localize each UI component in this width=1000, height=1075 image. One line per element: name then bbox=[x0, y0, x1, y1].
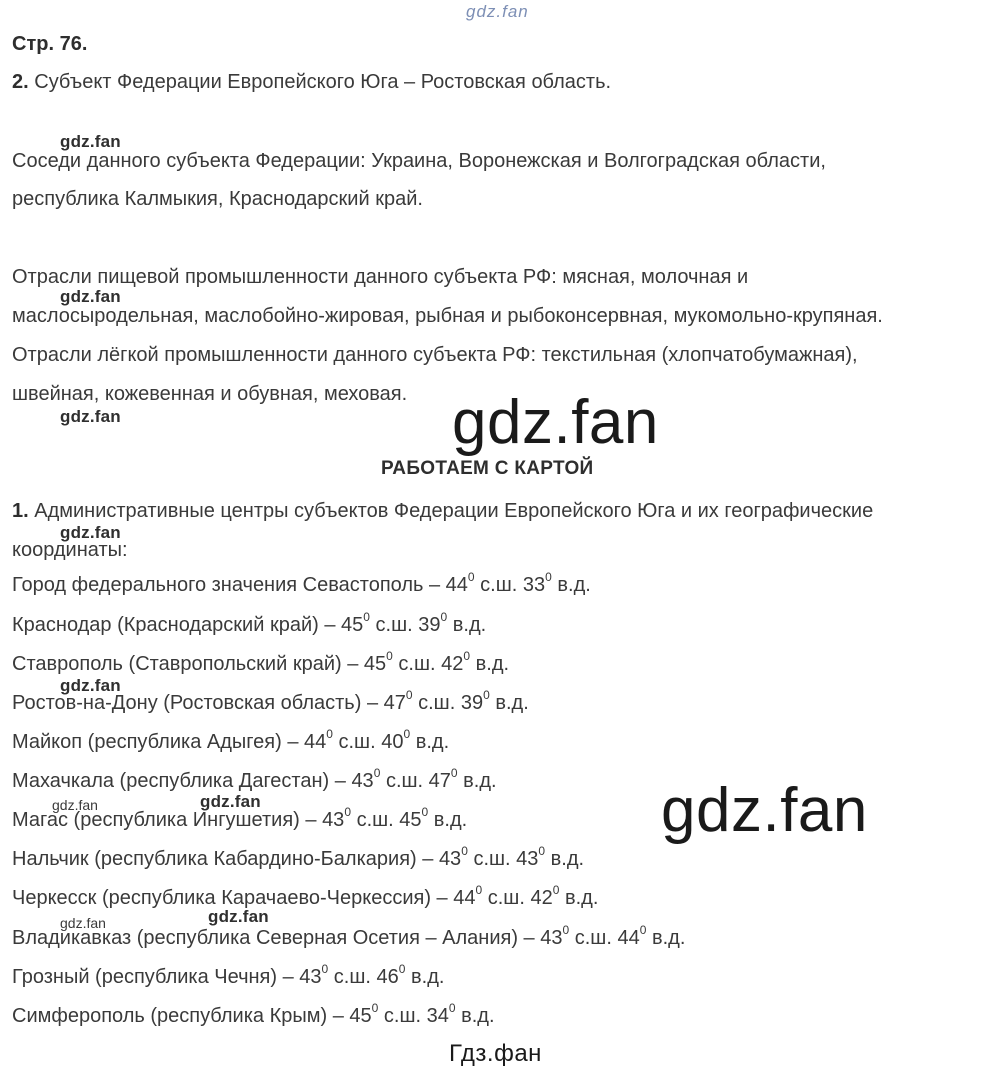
latitude-value: 43 bbox=[438, 848, 462, 870]
dash: – bbox=[422, 848, 434, 870]
latitude-value: 45 bbox=[341, 614, 364, 636]
center-name: Махачкала (республика Дагестан) bbox=[12, 770, 330, 792]
center-row bbox=[12, 766, 497, 793]
longitude-value: 34 bbox=[426, 1005, 449, 1027]
degree-sign: 0 bbox=[448, 1001, 456, 1015]
degree-sign: 0 bbox=[475, 883, 483, 897]
watermark-big: gdz.fan bbox=[452, 388, 659, 457]
degree-sign: 0 bbox=[467, 570, 475, 584]
map-task-line-1 bbox=[12, 499, 873, 523]
page-reference: Стр. 76. bbox=[12, 33, 88, 55]
center-name: Симферополь (республика Крым) bbox=[12, 1005, 328, 1027]
center-row bbox=[12, 1001, 495, 1028]
map-task-number: 1. bbox=[12, 500, 29, 522]
longitude-value: 46 bbox=[376, 966, 399, 988]
light-industry-line-1: Отрасли лёгкой промышленности данного субъекта РФ: текстильная (хлопчатобумажная), bbox=[12, 344, 858, 366]
food-industry-line-1: Отрасли пищевой промышленности данного субъекта РФ: мясная, молочная и bbox=[12, 266, 749, 288]
degree-sign: 0 bbox=[545, 570, 552, 584]
degree-sign: 0 bbox=[463, 649, 471, 663]
longitude-value: 45 bbox=[399, 809, 422, 831]
longitude-suffix: в.д. bbox=[651, 927, 686, 949]
latitude-suffix: с.ш. bbox=[398, 653, 436, 675]
neighbors-line-2: республика Калмыкия, Краснодарский край. bbox=[12, 188, 423, 210]
watermark-small: gdz.fan bbox=[60, 676, 121, 695]
watermark-small: gdz.fan bbox=[60, 407, 121, 426]
longitude-suffix: в.д. bbox=[475, 653, 510, 675]
degree-sign: 0 bbox=[386, 649, 393, 663]
center-row bbox=[12, 727, 450, 754]
watermark-tiny: gdz.fan bbox=[60, 915, 106, 931]
degree-sign: 0 bbox=[398, 962, 406, 976]
latitude-value: 44 bbox=[453, 887, 476, 909]
dash: – bbox=[332, 1005, 344, 1027]
task-2 bbox=[12, 70, 611, 94]
latitude-suffix: с.ш. bbox=[487, 887, 525, 909]
latitude-value: 44 bbox=[304, 731, 327, 753]
longitude-value: 33 bbox=[522, 574, 546, 596]
dash: – bbox=[428, 574, 441, 596]
degree-sign: 0 bbox=[371, 1001, 379, 1015]
center-name: Майкоп (республика Адыгея) bbox=[12, 731, 282, 753]
food-industry-line-2: маслосыродельная, маслобойно-жировая, рыбная и рыбоконсервная, мукомольно-крупяная. bbox=[12, 305, 883, 327]
footer-watermark: Гдз.фан bbox=[449, 1040, 542, 1067]
latitude-value: 43 bbox=[351, 770, 374, 792]
longitude-suffix: в.д. bbox=[452, 614, 487, 636]
longitude-value: 40 bbox=[381, 731, 404, 753]
degree-sign: 0 bbox=[440, 610, 448, 624]
watermark-small: gdz.fan bbox=[60, 523, 121, 542]
latitude-suffix: с.ш. bbox=[473, 848, 511, 870]
dash: – bbox=[287, 731, 299, 753]
watermark-small: gdz.fan bbox=[60, 287, 121, 306]
longitude-suffix: в.д. bbox=[461, 1005, 495, 1027]
dash: – bbox=[347, 653, 359, 675]
longitude-value: 42 bbox=[530, 887, 553, 909]
degree-sign: 0 bbox=[461, 844, 468, 858]
center-name: Краснодар (Краснодарский край) bbox=[12, 614, 319, 636]
dash: – bbox=[436, 887, 448, 909]
center-row bbox=[12, 962, 445, 989]
latitude-value: 44 bbox=[445, 574, 468, 596]
center-row bbox=[12, 610, 487, 637]
center-name: Город федерального значения Севастополь bbox=[12, 574, 424, 596]
longitude-suffix: в.д. bbox=[564, 887, 599, 909]
degree-sign: 0 bbox=[538, 844, 546, 858]
watermark-small: gdz.fan bbox=[60, 132, 121, 151]
latitude-suffix: с.ш. bbox=[356, 809, 394, 831]
latitude-suffix: с.ш. bbox=[375, 614, 413, 636]
degree-sign: 0 bbox=[363, 610, 370, 624]
center-row bbox=[12, 883, 599, 910]
dash: – bbox=[334, 770, 346, 792]
degree-sign: 0 bbox=[373, 766, 381, 780]
degree-sign: 0 bbox=[450, 766, 458, 780]
neighbors-line-1: Соседи данного субъекта Федерации: Украина, Воронежская и Волгоградская области, bbox=[12, 150, 826, 172]
degree-sign: 0 bbox=[562, 923, 570, 937]
degree-sign: 0 bbox=[483, 688, 490, 702]
watermark-small: gdz.fan bbox=[200, 792, 261, 811]
center-row bbox=[12, 844, 585, 871]
longitude-suffix: в.д. bbox=[557, 574, 591, 596]
longitude-value: 39 bbox=[460, 692, 484, 714]
degree-sign: 0 bbox=[639, 923, 647, 937]
light-industry-line-2: швейная, кожевенная и обувная, меховая. bbox=[12, 383, 408, 405]
longitude-value: 42 bbox=[441, 653, 464, 675]
latitude-value: 47 bbox=[383, 692, 406, 714]
degree-sign: 0 bbox=[405, 688, 413, 702]
map-task-text: Административные центры субъектов Федерации Европейского Юга и их географические bbox=[34, 500, 874, 522]
longitude-suffix: в.д. bbox=[411, 966, 445, 988]
watermark-top: gdz.fan bbox=[466, 2, 529, 21]
latitude-suffix: с.ш. bbox=[338, 731, 376, 753]
degree-sign: 0 bbox=[421, 805, 429, 819]
longitude-suffix: в.д. bbox=[433, 809, 468, 831]
latitude-suffix: с.ш. bbox=[418, 692, 456, 714]
center-name: Черкесск (республика Карачаево-Черкессия) bbox=[12, 887, 431, 909]
longitude-suffix: в.д. bbox=[415, 731, 450, 753]
dash: – bbox=[523, 927, 535, 949]
longitude-value: 39 bbox=[418, 614, 441, 636]
latitude-suffix: с.ш. bbox=[333, 966, 371, 988]
longitude-suffix: в.д. bbox=[495, 692, 529, 714]
latitude-value: 45 bbox=[349, 1005, 372, 1027]
longitude-suffix: в.д. bbox=[550, 848, 585, 870]
task-2-text: Субъект Федерации Европейского Юга – Ростовская область. bbox=[34, 71, 612, 93]
center-name: Нальчик (республика Кабардино-Балкария) bbox=[12, 848, 417, 870]
degree-sign: 0 bbox=[321, 962, 329, 976]
latitude-suffix: с.ш. bbox=[383, 1005, 422, 1027]
longitude-value: 44 bbox=[617, 927, 640, 949]
longitude-value: 47 bbox=[428, 770, 451, 792]
section-heading: РАБОТАЕМ С КАРТОЙ bbox=[381, 458, 594, 479]
longitude-value: 43 bbox=[516, 848, 539, 870]
dash: – bbox=[282, 966, 294, 988]
dash: – bbox=[305, 809, 317, 831]
latitude-suffix: с.ш. bbox=[480, 574, 518, 596]
latitude-value: 43 bbox=[540, 927, 563, 949]
center-name: Грозный (республика Чечня) bbox=[12, 966, 278, 988]
map-task-line-2: координаты: bbox=[12, 539, 128, 561]
longitude-suffix: в.д. bbox=[463, 770, 497, 792]
degree-sign: 0 bbox=[326, 727, 333, 741]
latitude-value: 43 bbox=[322, 809, 345, 831]
center-name: Ростов-на-Дону (Ростовская область) bbox=[12, 692, 362, 714]
watermark-tiny: gdz.fan bbox=[52, 797, 98, 813]
watermark-small: gdz.fan bbox=[208, 907, 269, 926]
center-row bbox=[12, 649, 510, 676]
dash: – bbox=[324, 614, 336, 636]
watermark-big: gdz.fan bbox=[661, 776, 868, 845]
degree-sign: 0 bbox=[344, 805, 351, 819]
latitude-value: 43 bbox=[299, 966, 322, 988]
task-2-number: 2. bbox=[12, 71, 29, 93]
degree-sign: 0 bbox=[552, 883, 560, 897]
dash: – bbox=[366, 692, 379, 714]
latitude-value: 45 bbox=[363, 653, 387, 675]
center-name: Владикавказ (республика Северная Осетия – Алания) bbox=[12, 927, 518, 949]
center-row bbox=[12, 570, 591, 597]
latitude-suffix: с.ш. bbox=[385, 770, 424, 792]
center-name: Магас (республика Ингушетия) bbox=[12, 809, 300, 831]
degree-sign: 0 bbox=[403, 727, 411, 741]
center-name: Ставрополь (Ставропольский край) bbox=[12, 653, 342, 675]
latitude-suffix: с.ш. bbox=[574, 927, 612, 949]
